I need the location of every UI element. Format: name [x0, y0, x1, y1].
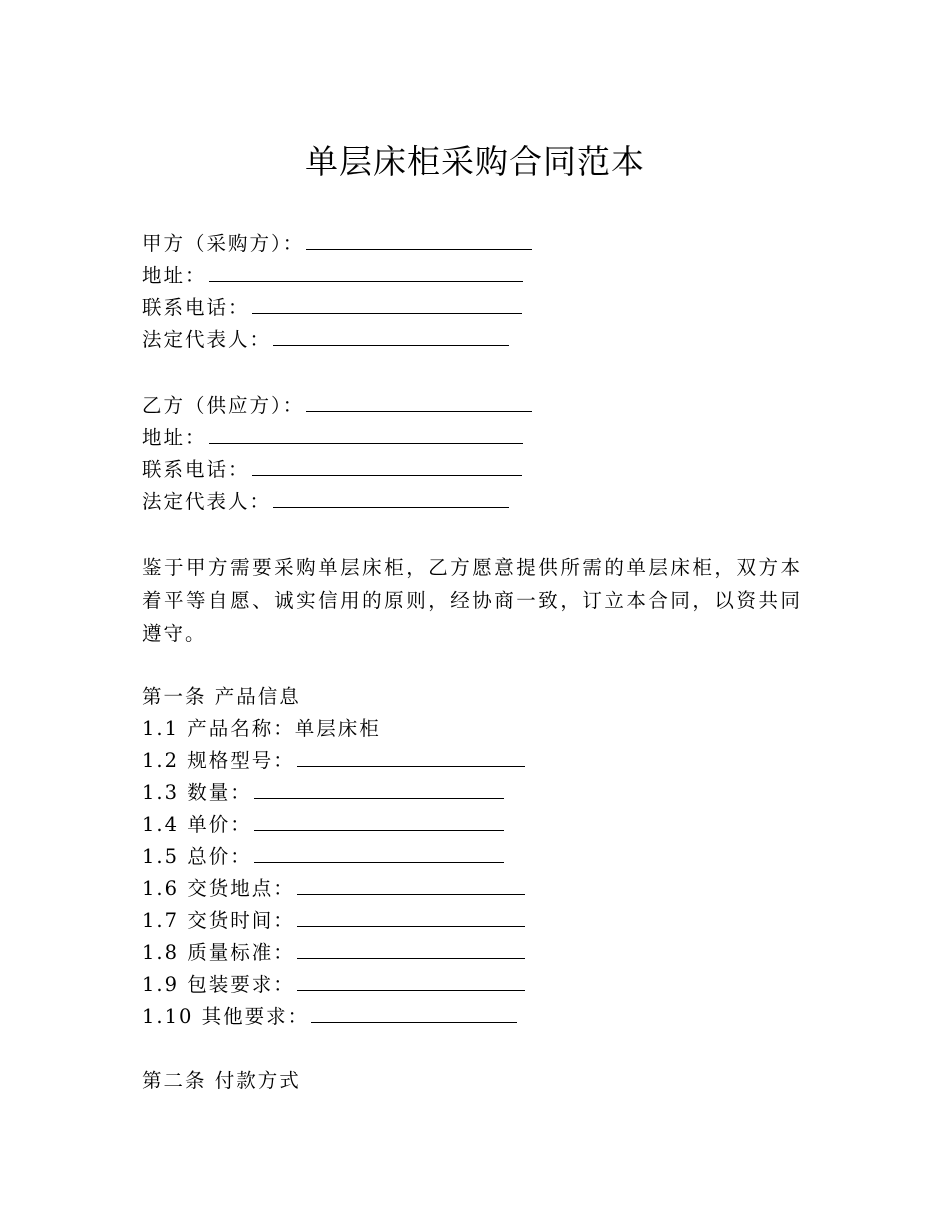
party-a-address-label: 地址： — [142, 264, 207, 287]
party-b-rep-field[interactable] — [273, 487, 509, 508]
party-a-name-label: 甲方（采购方）： — [142, 232, 305, 255]
party-a-phone-field[interactable] — [252, 293, 522, 314]
party-b-phone-row — [142, 455, 522, 485]
party-a-rep-label: 法定代表人： — [142, 328, 272, 351]
article1-item-label: 1.9 包装要求： — [142, 973, 295, 996]
article1-item-label: 1.4 单价： — [142, 813, 252, 836]
party-a-phone-row — [142, 293, 522, 323]
party-b-address-field[interactable] — [209, 423, 523, 444]
article1-item-label: 1.8 质量标准： — [142, 941, 295, 964]
article1-heading: 第一条 产品信息 — [142, 685, 301, 708]
party-a-rep-row — [142, 325, 509, 355]
party-b-phone-label: 联系电话： — [142, 458, 250, 481]
article1-item-label: 1.3 数量： — [142, 781, 252, 804]
packaging-field[interactable] — [297, 970, 525, 991]
party-b-address-row — [142, 423, 523, 453]
spec-field[interactable] — [297, 746, 525, 767]
party-a-name-field[interactable] — [306, 229, 532, 250]
article2-heading: 第二条 付款方式 — [142, 1069, 301, 1092]
article1-item-label: 1.10 其他要求： — [142, 1005, 310, 1028]
party-a-rep-field[interactable] — [273, 325, 509, 346]
preamble-paragraph: 鉴于甲方需要采购单层床柜，乙方愿意提供所需的单层床柜，双方本着平等自愿、诚实信用的原则，经协商一致，订立本合同，以资共同遵守。 — [142, 556, 802, 645]
party-a-name-row — [142, 229, 532, 259]
total-price-field[interactable] — [254, 842, 504, 863]
article1-item-label: 1.2 规格型号： — [142, 749, 295, 772]
article1-item-label: 1.7 交货时间： — [142, 909, 295, 932]
article1-item-quality — [142, 938, 525, 968]
party-b-name-field[interactable] — [306, 391, 532, 412]
article1-item-other — [142, 1002, 517, 1032]
party-b-name-label: 乙方（供应方）： — [142, 394, 305, 417]
article1-item-total-price — [142, 842, 504, 872]
delivery-place-field[interactable] — [297, 874, 525, 895]
article1-item-delivery-place — [142, 874, 525, 904]
article1-item-label: 1.1 产品名称：单层床柜 — [142, 717, 381, 740]
party-a-address-row — [142, 261, 523, 291]
unit-price-field[interactable] — [254, 810, 504, 831]
party-b-rep-label: 法定代表人： — [142, 490, 272, 513]
article1-item-label: 1.6 交货地点： — [142, 877, 295, 900]
other-requirements-field[interactable] — [311, 1002, 517, 1023]
party-a-address-field[interactable] — [209, 261, 523, 282]
document-title: 单层床柜采购合同范本 — [305, 142, 645, 181]
article1-item-packaging — [142, 970, 525, 1000]
quantity-field[interactable] — [254, 778, 504, 799]
party-b-rep-row — [142, 487, 509, 517]
party-a-phone-label: 联系电话： — [142, 296, 250, 319]
party-b-phone-field[interactable] — [252, 455, 522, 476]
article1-item-product-name — [142, 714, 381, 744]
party-b-address-label: 地址： — [142, 426, 207, 449]
party-b-name-row — [142, 391, 532, 421]
quality-standard-field[interactable] — [297, 938, 525, 959]
delivery-time-field[interactable] — [297, 906, 525, 927]
article1-item-quantity — [142, 778, 504, 808]
article1-item-delivery-time — [142, 906, 525, 936]
article1-item-label: 1.5 总价： — [142, 845, 252, 868]
article1-item-spec — [142, 746, 525, 776]
article1-item-unit-price — [142, 810, 504, 840]
